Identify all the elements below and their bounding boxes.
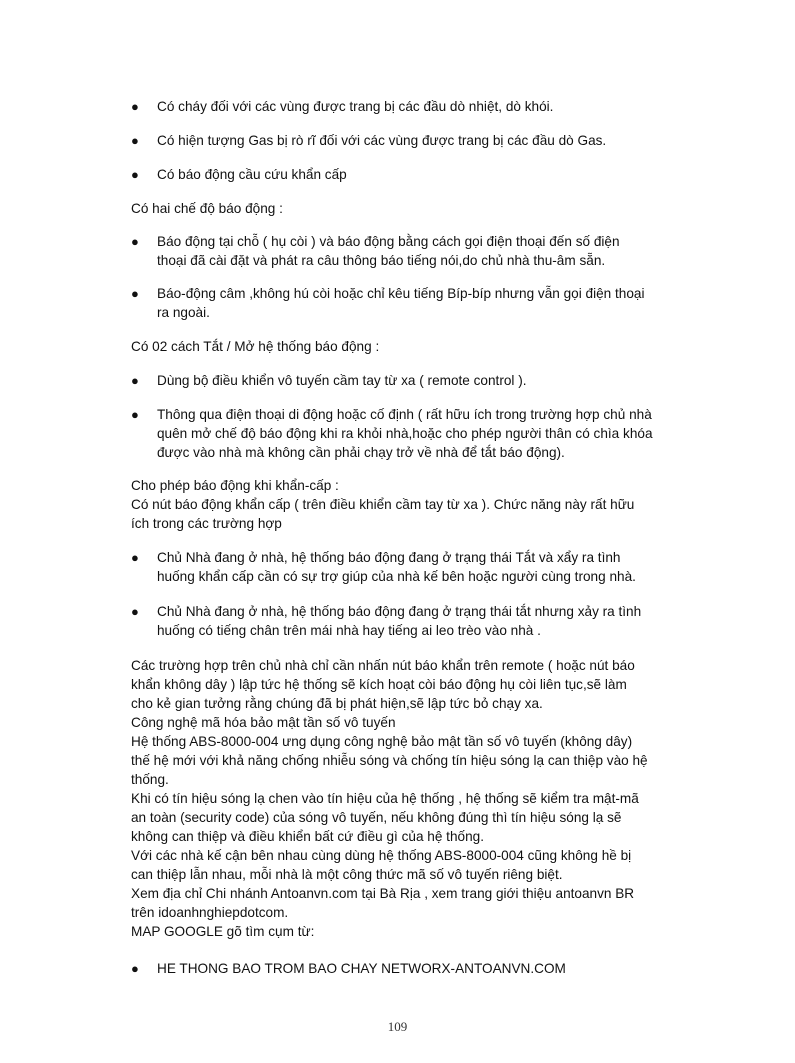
list-item-text: Chủ Nhà đang ở nhà, hệ thống báo động đang ở trạng thái tắt nhưng xảy ra tình bbox=[157, 604, 642, 619]
list-item-text: Có cháy đối với các vùng được trang bị các đầu dò nhiệt, dò khói. bbox=[157, 99, 554, 114]
paragraph-line: không can thiệp và điều khiển bất cứ điều gì của hệ thống. bbox=[131, 829, 484, 844]
paragraph-line: khẩn không dây ) lập tức hệ thống sẽ kích hoạt còi báo động hụ còi liên tục,sẽ làm bbox=[131, 677, 627, 692]
bullet-icon: ● bbox=[131, 234, 139, 249]
paragraph-line: cho kẻ gian tưởng rằng chúng đã bị phát hiện,sẽ lập tức bỏ chạy xa. bbox=[131, 696, 543, 711]
bullet-icon: ● bbox=[131, 99, 139, 114]
bullet-icon: ● bbox=[131, 604, 139, 619]
list-item-text: Báo động tại chỗ ( hụ còi ) và báo động bằng cách gọi điện thoại đến số điện bbox=[157, 234, 620, 249]
paragraph-line: Xem địa chỉ Chi nhánh Antoanvn.com tại Bà Rịa , xem trang giới thiệu antoanvn BR bbox=[131, 886, 635, 901]
list-item-text: Có hiện tượng Gas bị rò rĩ đối với các vùng được trang bị các đầu dò Gas. bbox=[157, 133, 607, 148]
paragraph-line: Với các nhà kế cận bên nhau cùng dùng hệ thống ABS-8000-004 cũng không hề bị bbox=[131, 848, 632, 863]
paragraph-line: thống. bbox=[131, 772, 169, 787]
list-item-text: HE THONG BAO TROM BAO CHAY NETWORX-ANTOANVN.COM bbox=[157, 961, 566, 976]
paragraph-line: can thiệp lẫn nhau, mỗi nhà là một công thức mã số vô tuyến riêng biệt. bbox=[131, 867, 563, 882]
paragraph-line: trên idoanhnghiepdotcom. bbox=[131, 905, 289, 920]
list-item-text: được vào nhà mà không cần phải chạy trở về nhà để tắt báo động). bbox=[157, 445, 565, 460]
emergency-paragraph bbox=[131, 476, 664, 533]
list-item-text: huống khẩn cấp cần có sự trợ giúp của nhà kế bên hoặc người cùng trong nhà. bbox=[157, 569, 636, 584]
bullet-icon: ● bbox=[131, 407, 139, 422]
list-item-text: ra ngoài. bbox=[157, 305, 210, 320]
list-item-text: thoại đã cài đặt và phát ra câu thông báo tiếng nói,do chủ nhà thu-âm sẵn. bbox=[157, 253, 606, 268]
bullet-icon: ● bbox=[131, 961, 139, 976]
paragraph-line: Công nghệ mã hóa bảo mật tần số vô tuyến bbox=[131, 715, 396, 730]
list-item-text: Dùng bộ điều khiển vô tuyến cầm tay từ xa ( remote control ). bbox=[157, 373, 527, 388]
list-item-text: huống có tiếng chân trên mái nhà hay tiếng ai leo trèo vào nhà . bbox=[157, 623, 541, 638]
page-number: 109 bbox=[387, 1019, 408, 1034]
paragraph-line: MAP GOOGLE gõ tìm cụm từ: bbox=[131, 924, 315, 939]
paragraph-line: Hệ thống ABS-8000-004 ưng dụng công nghệ bảo mật tần số vô tuyến (không dây) bbox=[131, 734, 633, 749]
paragraph-line: Cho phép báo động khi khẩn-cấp : bbox=[131, 478, 339, 493]
paragraph-line: an toàn (security code) của sóng vô tuyến, nếu không đúng thì tín hiệu sóng lạ sẽ bbox=[131, 810, 622, 825]
bullet-icon: ● bbox=[131, 133, 139, 148]
body-paragraph bbox=[131, 656, 664, 941]
paragraph-line: Có nút báo động khẩn cấp ( trên điều khiển cầm tay từ xa ). Chức năng này rất hữu bbox=[131, 497, 635, 512]
section-heading: Có 02 cách Tắt / Mở hệ thống báo động : bbox=[131, 339, 380, 354]
paragraph-line: Khi có tín hiệu sóng lạ chen vào tín hiệu của hệ thống , hệ thống sẽ kiểm tra mật-mã bbox=[131, 791, 639, 806]
paragraph-line: thế hệ mới với khả năng chống nhiễu sóng và chống tín hiệu sóng lạ can thiệp vào hệ bbox=[131, 753, 648, 768]
section-heading: Có hai chế độ báo động : bbox=[131, 201, 283, 216]
list-item-text: Có báo động cầu cứu khẩn cấp bbox=[157, 167, 347, 182]
list-item-text: Chủ Nhà đang ở nhà, hệ thống báo động đang ở trạng thái Tắt và xẩy ra tình bbox=[157, 550, 621, 565]
paragraph-line: Các trường hợp trên chủ nhà chỉ cần nhấn nút báo khẩn trên remote ( hoặc nút báo bbox=[131, 658, 635, 673]
bullet-icon: ● bbox=[131, 550, 139, 565]
paragraph-line: ích trong các trường hợp bbox=[131, 516, 282, 531]
list-item-text: quên mở chế độ báo động khi ra khỏi nhà,hoặc cho phép người thân có chìa khóa bbox=[157, 426, 653, 441]
bullet-icon: ● bbox=[131, 167, 139, 182]
list-item-text: Thông qua điện thoại di động hoặc cố định ( rất hữu ích trong trường hợp chủ nhà bbox=[157, 407, 652, 422]
bullet-icon: ● bbox=[131, 373, 139, 388]
bullet-icon: ● bbox=[131, 286, 139, 301]
list-item-text: Báo-động câm ,không hú còi hoặc chỉ kêu tiếng Bíp-bíp nhưng vẫn gọi điện thoại bbox=[157, 286, 645, 301]
